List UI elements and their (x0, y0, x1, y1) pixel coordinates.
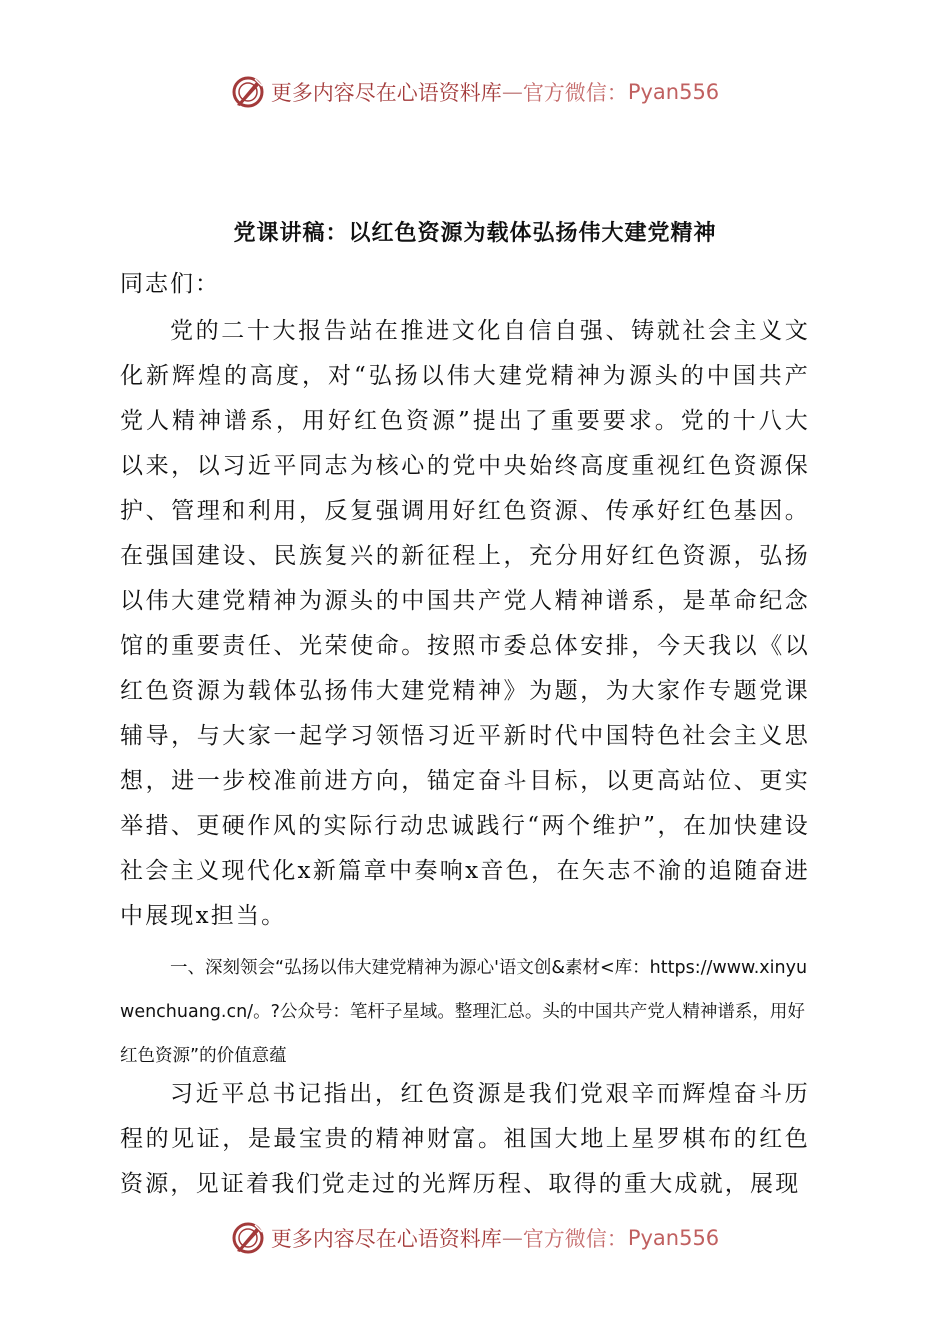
header-watermark-banner (0, 70, 950, 114)
watermark-wechat-id: Pyan556 (627, 1226, 720, 1250)
watermark-text: 更多内容尽在心语资料库 (270, 81, 502, 105)
quill-seal-icon (231, 1221, 265, 1255)
body-paragraph-1: 党的二十大报告站在推进文化自信自强、铸就社会主义文化新辉煌的高度，对“弘扬以伟大建党精神为源头的中国共产党人精神谱系，用好红色资源”提出了重要要求。党的十八大以来，以习近平同志为核心的党中央始终高度重视红色资源保护、管理和利用，反复强调用好红色资源、传承好红色基因。在强国建设、民族复兴的新征程上，充分用好红色资源，弘扬以伟大建党精神为源头的中国共产党人精神谱系，是革命纪念馆的重要责任、光荣使命。按照市委总体安排，今天我以《以红色资源为载体弘扬伟大建党精神》为题，为大家作专题党课辅导，与大家一起学习领悟习近平新时代中国特色社会主义思想，进一步校准前进方向，锚定奋斗目标，以更高站位、更实举措、更硬作风的实际行动忠诚践行“两个维护”，在加快建设社会主义现代化x新篇章中奏响x音色，在矢志不渝的追随奋进中展现x担当。 (120, 318, 810, 929)
salutation: 同志们： (120, 271, 220, 297)
footer-watermark-banner (0, 1216, 950, 1260)
watermark-wechat-label: 官方微信： (522, 1227, 628, 1251)
watermark-text: 更多内容尽在心语资料库 (270, 1227, 502, 1251)
watermark-wechat-id: Pyan556 (627, 80, 720, 104)
body-paragraph-2: 习近平总书记指出，红色资源是我们党艰辛而辉煌奋斗历程的见证，是最宝贵的精神财富。祖国大地上星罗棋布的红色资源，见证着我们党走过的光辉历程、取得的重大成就，展现 (120, 1081, 810, 1197)
watermark-separator: — (501, 1226, 523, 1250)
document-title: 党课讲稿：以红色资源为载体弘扬伟大建党精神 (233, 221, 717, 246)
quill-seal-icon (231, 75, 265, 109)
watermark-wechat-label: 官方微信： (522, 81, 628, 105)
section-heading-1: 一、深刻领会“弘扬以伟大建党精神为源心'语文创&素材<库：https://www.xinyuwenchuang.cn/。?公众号：笔杆子星域。整理汇总。头的中国共产党人精神谱系，用好红色资源”的价值意蕴 (120, 958, 808, 1066)
watermark-separator: — (501, 80, 523, 104)
